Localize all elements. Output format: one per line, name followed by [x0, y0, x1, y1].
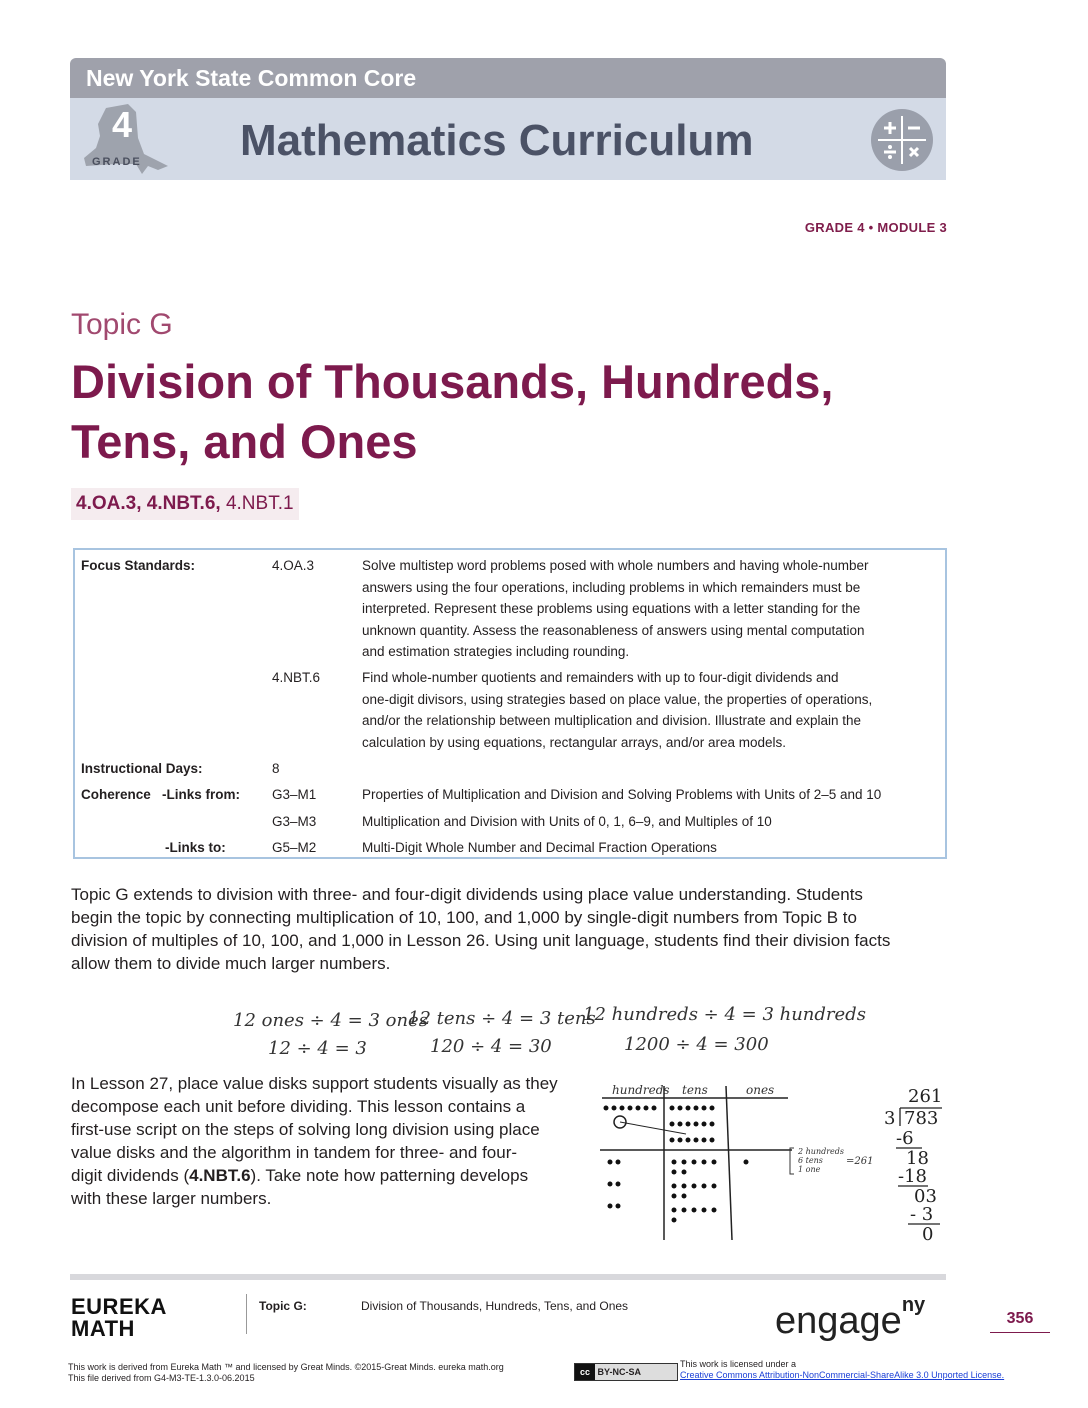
eureka-math-logo	[71, 1296, 167, 1340]
link-code: G3–M1	[272, 787, 317, 802]
place-value-disk-diagram	[596, 1078, 946, 1246]
paragraph-line: Topic G extends to division with three- and four-digit dividends using place value understanding. Students	[71, 885, 863, 904]
standards-bold: 4.OA.3, 4.NBT.6,	[76, 493, 221, 514]
cc-icon: cc	[575, 1364, 595, 1380]
cc-badge-text: BY-NC-SA	[597, 1367, 642, 1377]
paragraph-line: division of multiples of 10, 100, and 1,000 in Lesson 26. Using unit language, students find their division facts	[71, 931, 891, 950]
grade-number: 4	[111, 104, 133, 145]
math-operations-icon	[870, 108, 934, 172]
footer-topic-label: Topic G:	[259, 1299, 307, 1313]
title-line-2: Tens, and Ones	[71, 415, 418, 468]
license-text	[680, 1359, 1004, 1381]
paragraph-line: decompose each unit before dividing. This lesson contains a	[71, 1097, 526, 1116]
standard-ref: 4.NBT.6	[189, 1166, 251, 1185]
division-step: -18	[898, 1166, 927, 1187]
focus-label: Focus Standards:	[81, 558, 196, 573]
page-number: 356	[990, 1310, 1050, 1333]
state-title: New York State Common Core	[86, 65, 417, 91]
logo-line: EUREKA	[71, 1294, 167, 1319]
handwritten-example: 12 tens ÷ 4 = 3 tens	[408, 1008, 596, 1029]
footer-topic-title: Division of Thousands, Hundreds, Tens, and Ones	[361, 1299, 629, 1313]
division-step: - 3	[910, 1204, 934, 1225]
quotient: 261	[908, 1086, 943, 1107]
title-line-1: Division of Thousands, Hundreds,	[71, 355, 834, 408]
topic-standards	[71, 488, 299, 520]
paragraph-line: value disks and the algorithm in tandem for three- and four-	[71, 1143, 518, 1162]
link-code: G5–M2	[272, 840, 317, 855]
days-value: 8	[272, 761, 280, 776]
license-link[interactable]: Creative Commons Attribution-NonCommercial-ShareAlike 3.0 Unported License.	[680, 1370, 1005, 1380]
division-step: 03	[914, 1186, 937, 1207]
handwritten-example: 120 ÷ 4 = 30	[430, 1036, 552, 1057]
paragraph-line: begin the topic by connecting multiplication of 10, 100, and 1,000 by single-digit numbers from Topic B to	[71, 908, 857, 927]
diagram-note: 2 hundreds	[798, 1147, 844, 1156]
std1-line: interpreted. Represent these problems using equations with a letter standing for the	[362, 601, 861, 616]
link-text: Multiplication and Division with Units of 0, 1, 6–9, and Multiples of 10	[362, 814, 772, 829]
column-label-tens: tens	[682, 1083, 708, 1097]
divisor: 3	[884, 1108, 896, 1129]
logo-line: MATH	[71, 1316, 135, 1341]
std1-line: answers using the four operations, including problems in which remainders must be	[362, 579, 861, 595]
days-label: Instructional Days:	[81, 761, 203, 776]
handwritten-example: 1200 ÷ 4 = 300	[624, 1034, 769, 1055]
std1-line: Solve multistep word problems posed with whole numbers and having whole-number	[362, 558, 869, 573]
grade-module-label: GRADE 4 • MODULE 3	[804, 220, 947, 235]
diagram-note: 6 tens	[798, 1156, 823, 1165]
credit-line: This work is derived from Eureka Math ™ and licensed by Great Minds. ©2015-Great Minds. eureka math.org	[68, 1362, 504, 1372]
link-code: G3–M3	[272, 814, 317, 829]
credit-line: This file derived from G4-M3-TE-1.3.0-06.2015	[68, 1373, 255, 1383]
text-span: ). Take note how patterning develops	[250, 1166, 529, 1185]
column-label-hundreds: hundreds	[612, 1083, 670, 1097]
curriculum-title: Mathematics Curriculum	[240, 116, 754, 165]
credit-text	[68, 1362, 504, 1384]
engageny-logo	[775, 1294, 926, 1343]
coherence-label: Coherence -Links from:	[81, 787, 241, 802]
focus-standards-table	[73, 548, 947, 859]
std2-line: calculation by using equations, rectangular arrays, and/or area models.	[362, 734, 786, 750]
std2-line: one-digit divisors, using strategies based on place value, the properties of operations,	[362, 691, 873, 707]
handwritten-example: 12 ÷ 4 = 3	[268, 1038, 367, 1059]
handwritten-example: 12 hundreds ÷ 4 = 3 hundreds	[583, 1004, 866, 1025]
std1-line: unknown quantity. Assess the reasonableness of answers using mental computation	[362, 622, 865, 638]
topic-title	[71, 352, 931, 472]
intro-paragraph	[71, 883, 951, 975]
diagram-note-equals: =261	[846, 1156, 874, 1167]
std2-line: Find whole-number quotients and remainders with up to four-digit dividends and	[362, 670, 839, 685]
license-line: This work is licensed under a	[680, 1359, 797, 1369]
banner-main	[70, 98, 946, 180]
footer-vertical-divider	[246, 1294, 247, 1334]
lesson27-paragraph	[71, 1072, 581, 1210]
banner-top	[70, 58, 946, 98]
handwritten-example: 12 ones ÷ 4 = 3 ones	[233, 1010, 428, 1031]
std1-code: 4.OA.3	[272, 558, 315, 573]
logo-text: engage	[775, 1300, 902, 1342]
paragraph-line: first-use script on the steps of solving long division using place	[71, 1120, 540, 1139]
division-step: -6	[896, 1128, 914, 1149]
logo-text: ny	[901, 1294, 926, 1317]
dividend: 783	[904, 1108, 939, 1129]
cc-license-badge	[574, 1363, 678, 1381]
paragraph-line: with these larger numbers.	[71, 1189, 272, 1208]
paragraph-line: allow them to divide much larger numbers.	[71, 954, 391, 973]
std1-description	[362, 555, 942, 663]
std2-code: 4.NBT.6	[272, 670, 321, 685]
column-label-ones: ones	[746, 1083, 775, 1097]
paragraph-line	[71, 1164, 581, 1187]
links-to-label: -Links to:	[165, 840, 226, 855]
topic-label: Topic G	[71, 308, 173, 341]
standards-plain: 4.NBT.1	[225, 493, 294, 514]
link-text: Properties of Multiplication and Division and Solving Problems with Units of 2–5 and 10	[362, 787, 882, 802]
division-step: 0	[922, 1224, 934, 1245]
grade-word: GRADE	[92, 156, 142, 168]
std2-description	[362, 667, 942, 753]
division-step: 18	[906, 1148, 929, 1169]
text-span: digit dividends (	[71, 1166, 190, 1185]
std2-line: and/or the relationship between multiplication and division. Illustrate and explain the	[362, 713, 862, 728]
footer-divider	[70, 1274, 946, 1280]
paragraph-line: In Lesson 27, place value disks support students visually as they	[71, 1074, 558, 1093]
diagram-note: 1 one	[798, 1165, 821, 1174]
link-text: Multi-Digit Whole Number and Decimal Fraction Operations	[362, 840, 717, 855]
std1-line: and estimation strategies including rounding.	[362, 644, 630, 659]
